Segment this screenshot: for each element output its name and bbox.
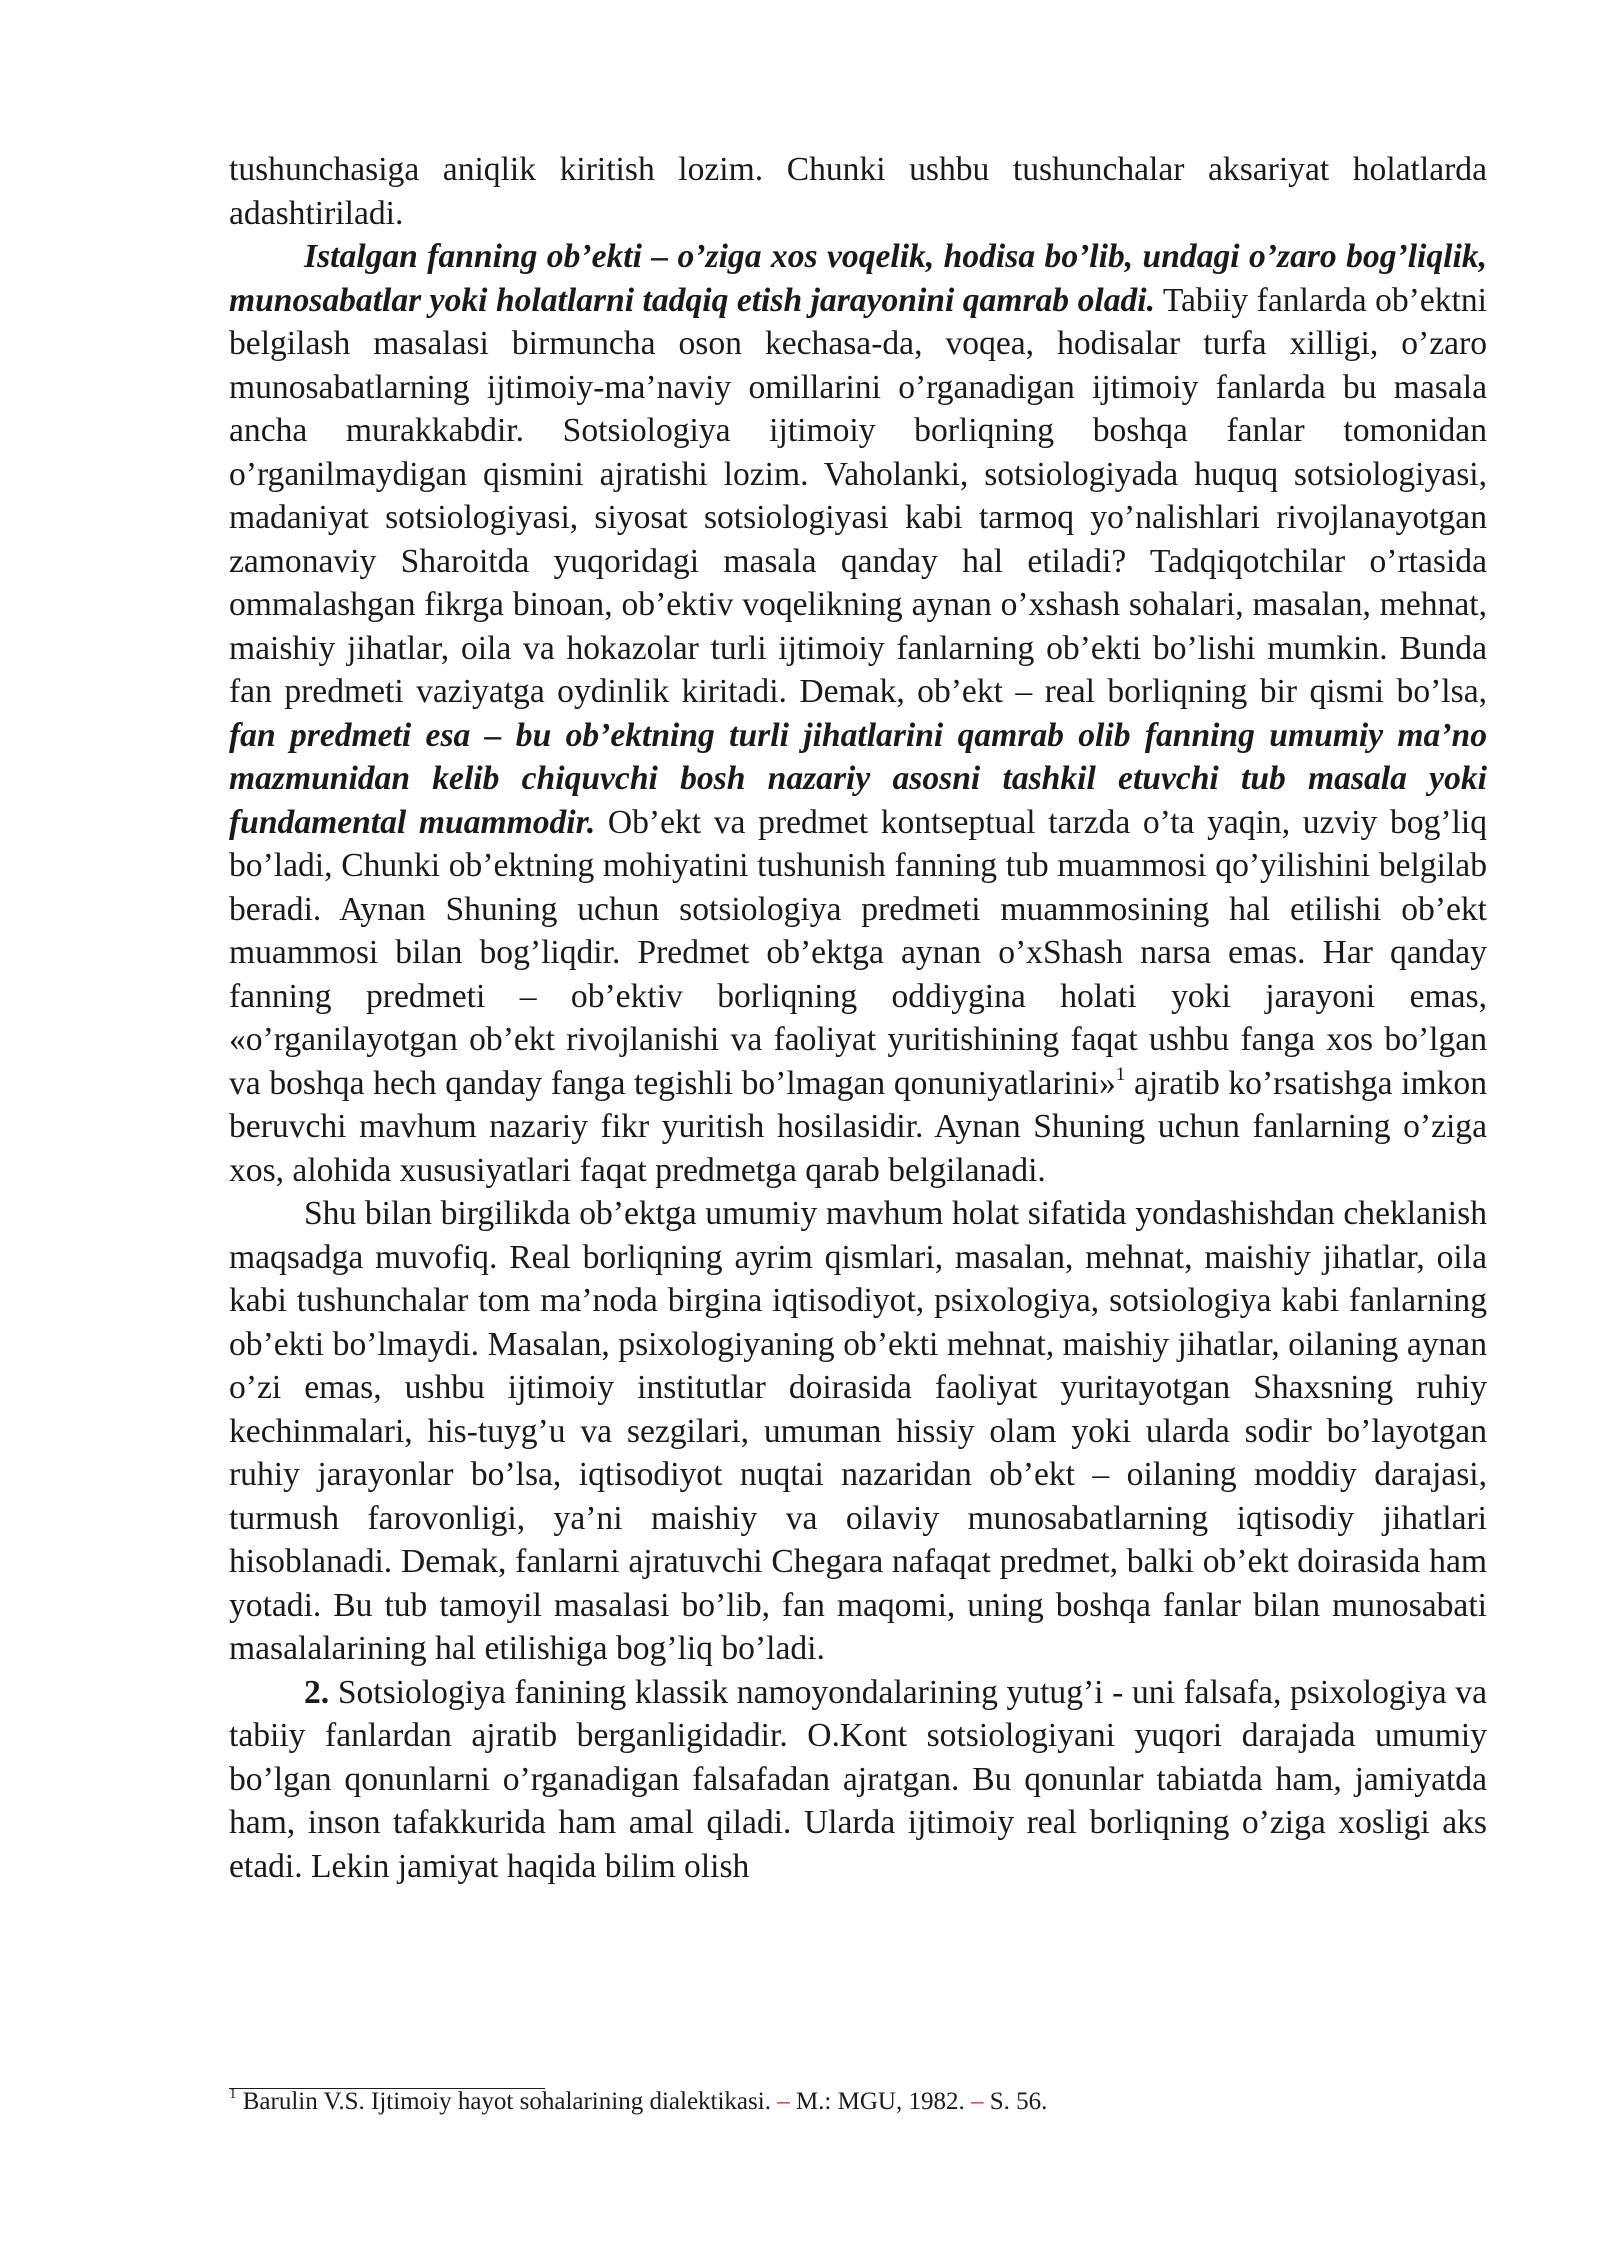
body-text (229, 148, 1487, 1888)
footnote-reference: 1 (1115, 1063, 1126, 1085)
text-run: Shu bilan birgilikda ob’ektga umumiy mavhum holat sifatida yondashishdan cheklanish maqsadga muvofiq. Real borliqning ayrim qismlari, masalan, mehnat, maishiy jihatlar, oila kabi tushunchalar tom ma’noda birgina iqtisodiyot, psixologiya, sotsiologiya kabi fanlarning ob’ekti bo’lmaydi. Masalan, psixologiyaning ob’ekti mehnat, maishiy jihatlar, oilaning aynan o’zi emas, ushbu ijtimoiy institutlar doirasida faoliyat yuritayotgan Shaxsning ruhiy kechinmalari, his-tuyg’u va sezgilari, umuman hissiy olam yoki ularda sodir bo’layotgan ruhiy jarayonlar bo’lsa, iqtisodiyot nuqtai nazaridan ob’ekt – oilaning moddiy darajasi, turmush farovonligi, ya’ni maishiy va oilaviy munosabatlarning iqtisodiy jihatlari hisoblanadi. Demak, fanlarni ajratuvchi Chegara nafaqat predmet, balki ob’ekt doirasida ham yotadi. Bu tub tamoyil masalasi bo’lib, fan maqomi, uning boshqa fanlar bilan munosabati masalalarining hal etilishiga bog’liq bo’ladi. (229, 1195, 1487, 1667)
paragraph-p4 (229, 1671, 1487, 1889)
footnote-dash: – (970, 2088, 984, 2115)
footnote-marker: 1 (229, 2086, 237, 2102)
emphasized-definition: fan predmeti esa – bu ob’ektning turli jihatlarini qamrab olib fanning umumiy ma’no mazmunidan kelib chiquvchi bosh nazariy asosni tashkil etuvchi tub masala yoki fundamental muammodir. (229, 716, 1487, 841)
paragraph-p3 (229, 1192, 1487, 1671)
emphasized-definition: Istalgan fanning ob’ekti – o’ziga xos voqelik, hodisa bo’lib, undagi o’zaro bog’liqlik, munosabatlar yoki holatlarni tadqiq etish jarayonini qamrab oladi. (229, 238, 1487, 319)
footnote-text: M.: MGU, 1982. (789, 2088, 971, 2115)
text-run: ajratib ko’rsatishga imkon beruvchi mavhum nazariy fikr yuritish hosilasidir. Aynan Shuning uchun fanlarning o’ziga xos, alohida xususiyatlari faqat predmetga qarab belgilanadi. (229, 1064, 1487, 1189)
footnote (229, 2084, 1487, 2120)
text-run: Tabiiy fanlarda ob’ektni belgilash masalasi birmuncha oson kechasa-da, voqea, hodisalar turfa xilligi, o’zaro munosabatlarning ijtimoiy-ma’naviy omillarini o’rganadigan ijtimoiy fanlarda bu masala ancha murakkabdir. Sotsiologiya ijtimoiy borliqning boshqa fanlar tomonidan o’rganilmaydigan qismini ajratishi lozim. Vaholanki, sotsiologiyada huquq sotsiologiyasi, madaniyat sotsiologiyasi, siyosat sotsiologiyasi kabi tarmoq yo’nalishlari rivojlanayotgan zamonaviy Sharoitda yuqoridagi masala qanday hal etiladi? Tadqiqotchilar o’rtasida ommalashgan fikrga binoan, ob’ektiv voqelikning aynan o’xshash sohalari, masalan, mehnat, maishiy jihatlar, oila va hokazolar turli ijtimoiy fanlarning ob’ekti bo’lishi mumkin. Bunda fan predmeti vaziyatga oydinlik kiritadi. Demak, ob’ekt – real borliqning bir qismi bo’lsa, (229, 281, 1488, 710)
footnote-text: Barulin V.S. Ijtimoiy hayot sohalarining dialektikasi. (236, 2088, 778, 2115)
text-run: tushunchasiga aniqlik kiritish lozim. Chunki ushbu tushunchalar aksariyat holatlarda adashtiriladi. (229, 151, 1487, 232)
section-number: 2. (304, 1673, 330, 1711)
text-run: Sotsiologiya fanining klassik namoyondalarining yutug’i - uni falsafa, psixologiya va tabiiy fanlardan ajratib berganligidadir. O.Kont sotsiologiyani yuqori darajada umumiy bo’lgan qonunlarni o’rganadigan falsafadan ajratgan. Bu qonunlar tabiatda ham, jamiyatda ham, inson tafakkurida ham amal qiladi. Ularda ijtimoiy real borliqning o’ziga xosligi aks etadi. Lekin jamiyat haqida bilim olish (229, 1673, 1487, 1885)
footnote-text: S. 56. (983, 2088, 1048, 2115)
footnote-dash: – (777, 2088, 790, 2115)
paragraph-p1 (229, 148, 1487, 235)
text-run: Ob’ekt va predmet kontseptual tarzda o’ta yaqin, uzviy bog’liq bo’ladi, Chunki ob’ektning mohiyatini tushunish fanning tub muammosi qo’yilishini belgilab beradi. Aynan Shuning uchun sotsiologiya predmeti muammosining hal etilishi ob’ekt muammosi bilan bog’liqdir. Predmet ob’ektga aynan o’xShash narsa emas. Har qanday fanning predmeti – ob’ektiv borliqning oddiygina holati yoki jarayoni emas, «o’rganilayotgan ob’ekt rivojlanishi va faoliyat yuritishining faqat ushbu fanga xos bo’lgan va boshqa hech qanday fanga tegishli bo’lmagan qonuniyatlarini» (229, 803, 1487, 1102)
paragraph-p2 (229, 235, 1487, 1192)
